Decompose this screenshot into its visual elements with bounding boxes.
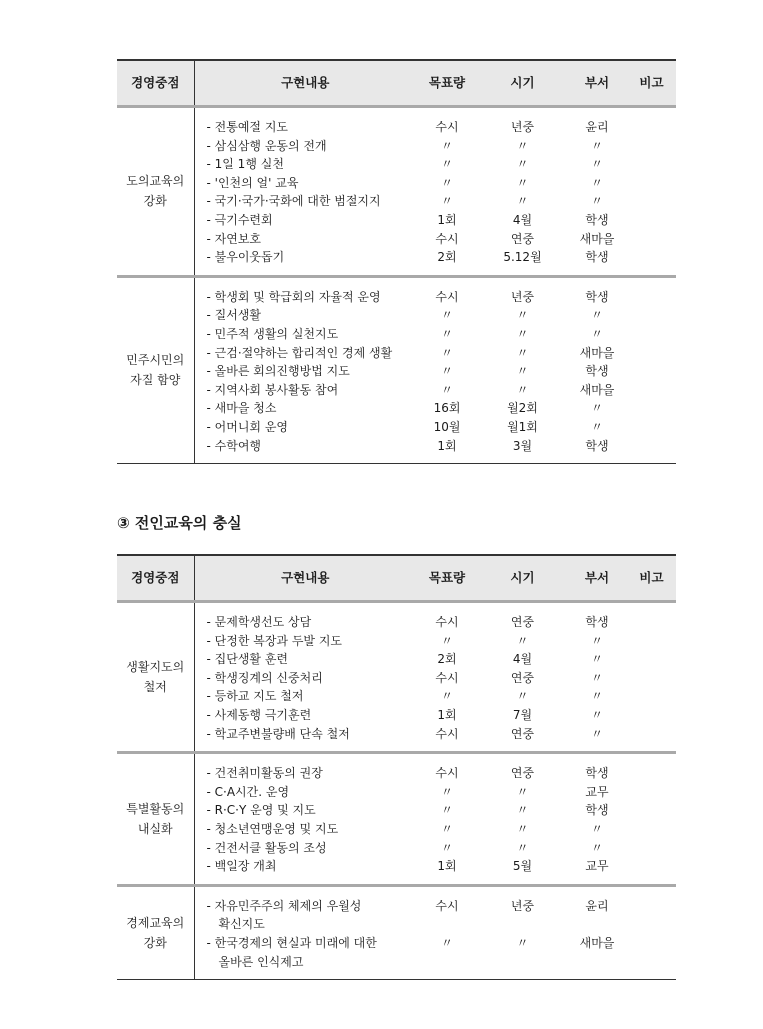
table-row bbox=[117, 885, 676, 979]
period-cell bbox=[478, 753, 567, 886]
content-line: - 학생회 및 학급회의 자율적 운영 bbox=[206, 289, 381, 304]
period-value: 4월 bbox=[512, 652, 533, 667]
dept-cell bbox=[567, 107, 627, 277]
content-line: - 국기·국가·국화에 대한 범절지지 bbox=[206, 194, 381, 209]
table-header-row bbox=[117, 555, 676, 602]
table-row bbox=[117, 602, 676, 753]
content-line: - C·A시간. 운영 bbox=[206, 784, 290, 799]
content-line: - 단정한 복장과 두발 지도 bbox=[206, 633, 343, 648]
period-cell bbox=[478, 885, 567, 979]
dept-value: 〃 bbox=[590, 401, 603, 416]
dept-value: 〃 bbox=[590, 194, 603, 209]
target-value: 1회 bbox=[437, 438, 457, 453]
plan-table-2 bbox=[117, 554, 676, 980]
period-value: 〃 bbox=[516, 345, 529, 360]
dept-value: 〃 bbox=[590, 652, 603, 667]
dept-value: 〃 bbox=[590, 175, 603, 190]
focus-area-label: 특별활동의 내실화 bbox=[126, 801, 185, 836]
period-value: 〃 bbox=[516, 821, 529, 836]
note-cell bbox=[627, 107, 676, 277]
target-value: 〃 bbox=[440, 935, 453, 950]
dept-value: 학생 bbox=[585, 766, 609, 781]
target-value: 1회 bbox=[437, 859, 457, 874]
period-value: 년중 bbox=[510, 289, 535, 304]
period-cell bbox=[478, 107, 567, 277]
target-value: 〃 bbox=[440, 840, 453, 855]
period-value: 〃 bbox=[516, 382, 529, 397]
content-line: - 청소년연맹운영 및 지도 bbox=[206, 821, 339, 836]
header-period: 시기 bbox=[478, 60, 567, 107]
dept-value: 〃 bbox=[590, 419, 603, 434]
period-value: 〃 bbox=[516, 784, 529, 799]
note-cell bbox=[627, 276, 676, 463]
table-header-row bbox=[117, 60, 676, 107]
target-value: 수시 bbox=[435, 289, 459, 304]
dept-value: 〃 bbox=[590, 308, 603, 323]
dept-value: 교무 bbox=[585, 784, 609, 799]
content-line: 올바른 인식제고 bbox=[218, 954, 304, 969]
focus-area-cell bbox=[117, 753, 194, 886]
content-line: - 1일 1행 실천 bbox=[206, 157, 284, 172]
period-value: 〃 bbox=[516, 803, 529, 818]
content-line: - 학생징계의 신중처리 bbox=[206, 670, 323, 685]
plan-table-1 bbox=[117, 59, 676, 464]
dept-value: 학생 bbox=[585, 438, 609, 453]
content-line: - 어머니회 운영 bbox=[206, 419, 289, 434]
header-content: 구현내용 bbox=[194, 60, 416, 107]
target-cell bbox=[416, 885, 478, 979]
dept-cell bbox=[567, 602, 627, 753]
target-value: 〃 bbox=[440, 345, 453, 360]
period-value: 연중 bbox=[510, 670, 535, 685]
target-cell bbox=[416, 107, 478, 277]
content-line: - 자연보호 bbox=[206, 231, 262, 246]
dept-cell bbox=[567, 753, 627, 886]
target-value: 10월 bbox=[433, 419, 461, 434]
section-title: ③ 전인교육의 충실 bbox=[117, 514, 242, 532]
dept-value: 〃 bbox=[590, 138, 603, 153]
content-line: - 백일장 개최 bbox=[206, 859, 277, 874]
note-cell bbox=[627, 602, 676, 753]
content-line: - 학교주변불량배 단속 철저 bbox=[206, 726, 350, 741]
table-body bbox=[117, 107, 676, 464]
target-value: 수시 bbox=[435, 231, 459, 246]
dept-value: 새마을 bbox=[579, 382, 615, 397]
period-value: 년중 bbox=[510, 898, 535, 913]
dept-value: 〃 bbox=[590, 326, 603, 341]
header-target: 목표량 bbox=[416, 60, 478, 107]
header-dept: 부서 bbox=[567, 60, 627, 107]
dept-value: 윤리 bbox=[585, 898, 609, 913]
content-line: - 집단생활 훈련 bbox=[206, 652, 289, 667]
target-value: 1회 bbox=[437, 212, 457, 227]
content-line: - 수학여행 bbox=[206, 438, 262, 453]
focus-area-cell bbox=[117, 602, 194, 753]
content-cell bbox=[194, 276, 416, 463]
content-line: - 극기수련회 bbox=[206, 212, 273, 227]
header-dept: 부서 bbox=[567, 555, 627, 602]
dept-value: 윤리 bbox=[585, 120, 609, 134]
period-value: 〃 bbox=[516, 308, 529, 323]
target-value: 〃 bbox=[440, 326, 453, 341]
target-value bbox=[416, 953, 478, 972]
header-focus: 경영중점 bbox=[117, 60, 194, 107]
header-content: 구현내용 bbox=[194, 555, 416, 602]
dept-value: 〃 bbox=[590, 840, 603, 855]
target-value: 〃 bbox=[440, 633, 453, 648]
table-row bbox=[117, 107, 676, 277]
target-value: 수시 bbox=[435, 766, 459, 781]
period-value: 년중 bbox=[510, 120, 535, 134]
period-value: 3월 bbox=[512, 438, 533, 453]
target-value: 〃 bbox=[440, 308, 453, 323]
content-cell bbox=[194, 753, 416, 886]
content-cell bbox=[194, 885, 416, 979]
target-value: 2회 bbox=[437, 652, 457, 667]
content-line: - 불우이웃돕기 bbox=[206, 250, 285, 265]
period-value: 5.12월 bbox=[503, 250, 542, 265]
dept-value: 새마을 bbox=[579, 231, 615, 246]
target-value: 〃 bbox=[440, 364, 453, 379]
target-value: 1회 bbox=[437, 707, 457, 722]
target-value: 〃 bbox=[440, 821, 453, 836]
dept-cell bbox=[567, 276, 627, 463]
header-note: 비고 bbox=[627, 60, 676, 107]
period-value: 〃 bbox=[516, 840, 529, 855]
dept-value: 〃 bbox=[590, 689, 603, 704]
target-value: 〃 bbox=[440, 382, 453, 397]
dept-value: 학생 bbox=[585, 289, 609, 304]
content-line: - 삼심삼행 운동의 전개 bbox=[206, 138, 327, 153]
content-line: - 한국경제의 현실과 미래에 대한 bbox=[206, 935, 377, 950]
period-value: 〃 bbox=[516, 175, 529, 190]
dept-value: 학생 bbox=[585, 803, 609, 818]
content-line: - 사제동행 극기훈련 bbox=[206, 707, 312, 722]
focus-area-cell bbox=[117, 885, 194, 979]
dept-value: 새마을 bbox=[579, 345, 615, 360]
target-cell bbox=[416, 276, 478, 463]
period-value: 5월 bbox=[512, 859, 533, 874]
target-value: 〃 bbox=[440, 803, 453, 818]
content-line: - 지역사회 봉사활동 참여 bbox=[206, 382, 339, 397]
dept-value bbox=[567, 953, 627, 972]
content-line: - '인천의 얼' 교육 bbox=[206, 175, 299, 190]
dept-value: 학생 bbox=[585, 615, 609, 629]
note-cell bbox=[627, 885, 676, 979]
target-value: 16회 bbox=[433, 401, 461, 416]
dept-cell bbox=[567, 885, 627, 979]
period-value: 〃 bbox=[516, 935, 529, 950]
content-cell bbox=[194, 107, 416, 277]
target-value: 〃 bbox=[440, 194, 453, 209]
period-value: 〃 bbox=[516, 157, 529, 172]
period-value: 7월 bbox=[512, 707, 533, 722]
period-cell bbox=[478, 276, 567, 463]
target-value bbox=[416, 915, 478, 934]
focus-area-cell bbox=[117, 276, 194, 463]
dept-value: 〃 bbox=[590, 157, 603, 172]
dept-value: 〃 bbox=[590, 670, 603, 685]
target-value: 2회 bbox=[437, 250, 457, 265]
dept-value: 학생 bbox=[585, 250, 609, 265]
content-line: - 등하교 지도 철저 bbox=[206, 689, 304, 704]
target-value: 수시 bbox=[435, 898, 459, 913]
period-value bbox=[478, 953, 567, 972]
target-value: 수시 bbox=[435, 120, 459, 134]
target-value: 〃 bbox=[440, 138, 453, 153]
content-line: - 올바른 회의진행방법 지도 bbox=[206, 364, 350, 379]
target-value: 〃 bbox=[440, 175, 453, 190]
dept-value: 교무 bbox=[585, 859, 609, 874]
period-value bbox=[478, 915, 567, 934]
period-value: 월2회 bbox=[507, 401, 538, 416]
target-value: 수시 bbox=[435, 726, 459, 741]
period-cell bbox=[478, 602, 567, 753]
content-line: - 새마을 청소 bbox=[206, 401, 277, 416]
content-line: - 건전서클 활동의 조성 bbox=[206, 840, 327, 855]
focus-area-label: 생활지도의 철저 bbox=[126, 660, 185, 695]
table-row bbox=[117, 276, 676, 463]
table-row bbox=[117, 753, 676, 886]
period-value: 연중 bbox=[510, 615, 535, 629]
note-cell bbox=[627, 753, 676, 886]
target-cell bbox=[416, 753, 478, 886]
target-value: 〃 bbox=[440, 784, 453, 799]
header-period: 시기 bbox=[478, 555, 567, 602]
content-line: - 전통예절 지도 bbox=[206, 120, 289, 134]
content-line: - 민주적 생활의 실천지도 bbox=[206, 326, 339, 341]
content-line: - 건전취미활동의 권장 bbox=[206, 766, 323, 781]
target-value: 〃 bbox=[440, 689, 453, 704]
period-value: 4월 bbox=[512, 212, 533, 227]
period-value: 〃 bbox=[516, 633, 529, 648]
content-line: - 근검·절약하는 합리적인 경제 생활 bbox=[206, 345, 393, 360]
period-value: 연중 bbox=[510, 766, 535, 781]
period-value: 월1회 bbox=[507, 419, 538, 434]
content-line: - 자유민주주의 체제의 우월성 bbox=[206, 898, 362, 913]
content-cell bbox=[194, 602, 416, 753]
dept-value: 〃 bbox=[590, 726, 603, 741]
period-value: 〃 bbox=[516, 194, 529, 209]
focus-area-label: 경제교육의 강화 bbox=[126, 915, 185, 950]
header-target: 목표량 bbox=[416, 555, 478, 602]
focus-area-label: 도의교육의 강화 bbox=[126, 174, 185, 209]
target-value: 수시 bbox=[435, 615, 459, 629]
header-focus: 경영중점 bbox=[117, 555, 194, 602]
dept-value bbox=[567, 915, 627, 934]
focus-area-cell bbox=[117, 107, 194, 277]
dept-value: 〃 bbox=[590, 821, 603, 836]
dept-value: 〃 bbox=[590, 707, 603, 722]
target-cell bbox=[416, 602, 478, 753]
content-line: 확신지도 bbox=[218, 917, 265, 932]
period-value: 〃 bbox=[516, 689, 529, 704]
period-value: 연중 bbox=[510, 231, 535, 246]
period-value: 〃 bbox=[516, 138, 529, 153]
dept-value: 새마을 bbox=[579, 935, 615, 950]
target-value: 수시 bbox=[435, 670, 459, 685]
dept-value: 학생 bbox=[585, 212, 609, 227]
period-value: 연중 bbox=[510, 726, 535, 741]
content-line: - R·C·Y 운영 및 지도 bbox=[206, 803, 316, 818]
target-value: 〃 bbox=[440, 157, 453, 172]
dept-value: 〃 bbox=[590, 633, 603, 648]
content-line: - 질서생활 bbox=[206, 308, 262, 323]
content-line: - 문제학생선도 상담 bbox=[206, 615, 312, 629]
period-value: 〃 bbox=[516, 364, 529, 379]
focus-area-label: 민주시민의 자질 함양 bbox=[126, 353, 185, 388]
dept-value: 학생 bbox=[585, 364, 609, 379]
table-body bbox=[117, 602, 676, 980]
header-note: 비고 bbox=[627, 555, 676, 602]
period-value: 〃 bbox=[516, 326, 529, 341]
